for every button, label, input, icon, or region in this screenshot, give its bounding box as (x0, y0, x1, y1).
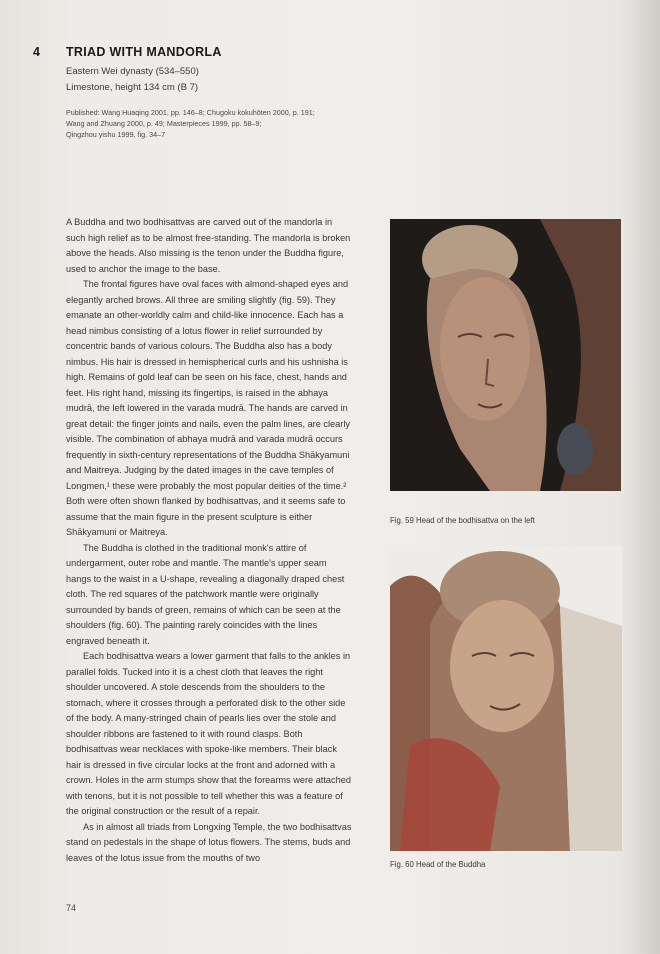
pub-line-1: Published: Wang Huaqing 2001, pp. 146–8; Chugoku kokuhōten 2000, p. 191; (66, 108, 315, 117)
body-text (66, 215, 352, 866)
paragraph-4: Each bodhisattva wears a lower garment that falls to the ankles in parallel folds. Tucked into it is a chest cloth that leaves the right shoulder uncovered. A stole descends from the shoulders to the stomach, where it crosses through a perforated disk to the other side of the body. A many-stringed chain of pearls lies over the stole and shoulder ribbons are fastened to it with round clasps. Both bodhisattvas wear necklaces with spoke-like members. Their black hair is dressed in five circular locks at the front and adorned with a crown. Holes in the arm stumps show that the forearms were attached with tenons, but it is not possible to tell whether this was a feature of the original construction or the result of a repair. (66, 651, 351, 816)
figure-60-caption: Fig. 60 Head of the Buddha (390, 860, 486, 869)
bodhisattva-head-image (390, 219, 621, 491)
paragraph-5: As in almost all triads from Longxing Temple, the two bodhisattvas stand on pedestals in the shape of lotus flowers. The stems, buds and leaves of the lotus issue from the mouths of two (66, 821, 352, 863)
entry-meta (66, 64, 199, 95)
dynasty-line: Eastern Wei dynasty (534–550) (66, 66, 199, 77)
figure-59-bodhisattva-head (390, 219, 621, 491)
figure-59-caption: Fig. 59 Head of the bodhisattva on the left (390, 516, 535, 525)
paragraph-2: The frontal figures have oval faces with almond-shaped eyes and elegantly arched brows. All three are smiling slightly (fig. 59). They emanate an other-worldly calm and child-like innocence. Each has a head nimbus consisting of a lotus flower in relief surrounded by concentric bands of various colours. The Buddha also has a body nimbus. His hair is dressed in hemispherical curls and his ushnisha is high. Remains of gold leaf can be seen on his face, chest, hands and feet. His right hand, missing its fingertips, is raised in the abhaya mudrā, the left lowered in the varada mudrā. The hands are carved in great detail: the finger joints and nails, even the palm lines, are clearly visible. The combination of abhaya mudrā and varada mudrā occurs frequently in sixth-century representations of the Buddha Shākyamuni and Maitreya. Judging by the dated images in the cave temples of Longmen,¹ these were probably the most popular deities of the time.² Both were often shown flanked by bodhisattvas, and it seems safe to assume that the main figure in the present sculpture is either Shākyamuni or Maitreya. (66, 279, 350, 537)
pub-line-3: Qingzhou yishu 1999, fig. 34–7 (66, 130, 166, 139)
buddha-head-image (390, 546, 622, 851)
page-number: 74 (66, 903, 77, 913)
pub-line-2: Wang and Zhuang 2000, p. 49; Masterpieces 1999, pp. 58–9; (66, 119, 262, 128)
material-line: Limestone, height 134 cm (B 7) (66, 81, 199, 93)
paragraph-1: A Buddha and two bodhisattvas are carved out of the mandorla in such high relief as to be almost free-standing. The mandorla is broken above the heads. Also missing is the tenon under the Buddha figure, used to anchor the image to the base. (66, 217, 351, 274)
figure-60-buddha-head (390, 546, 622, 851)
paragraph-3: The Buddha is clothed in the traditional monk's attire of undergarment, outer robe and mantle. The mantle's upper seam hangs to the waist in a U-shape, revealing a diagonally draped chest cloth. The red squares of the patchwork mantle were originally surrounded by bands of green, remains of which can be seen at the shoulders (fig. 60). The painting rarely coincides with the lines engraved beneath it. (66, 542, 345, 646)
publication-references (66, 107, 366, 140)
entry-title: TRIAD WITH MANDORLA (66, 45, 222, 59)
catalogue-number: 4 (33, 45, 40, 59)
